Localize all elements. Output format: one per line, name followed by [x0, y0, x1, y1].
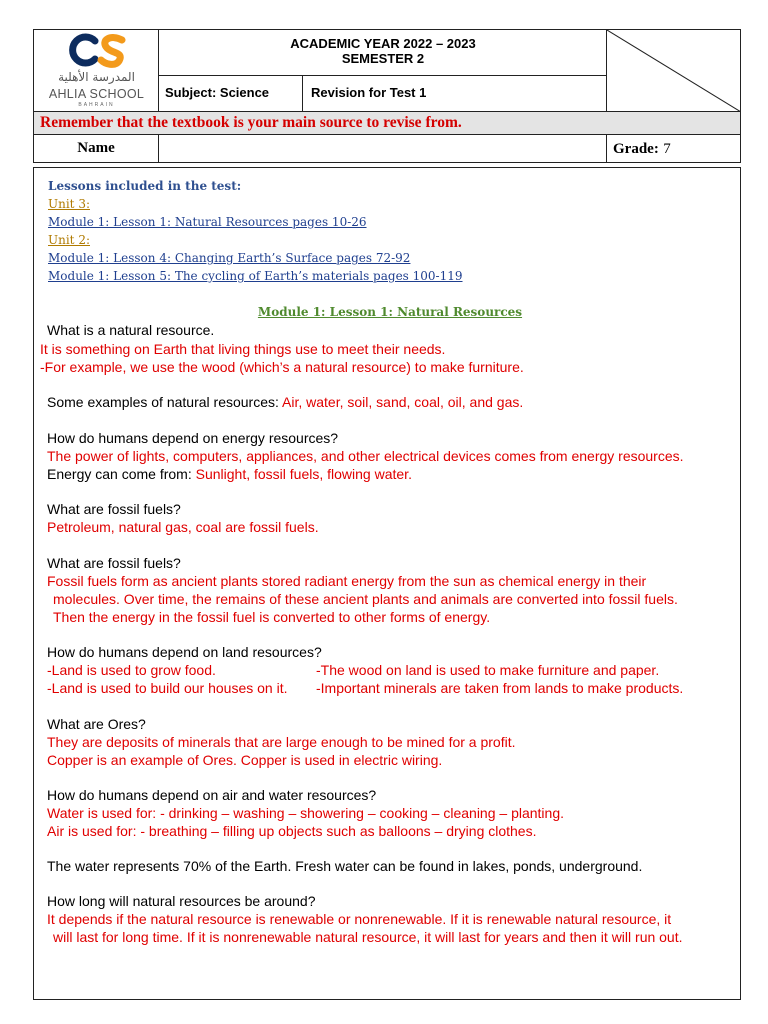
reminder-banner: Remember that the textbook is your main source to revise from. — [33, 112, 741, 134]
header-table — [33, 29, 741, 112]
statement-9: The water represents 70% of the Earth. Fresh water can be found in lakes, ponds, underground. — [47, 858, 643, 874]
question-2-prefix: Some examples of natural resources: — [47, 394, 283, 410]
question-5: What are fossil fuels? — [47, 555, 181, 571]
answer-6-line-2: -The wood on land is used to make furniture and paper. — [316, 662, 660, 678]
grade-field — [613, 140, 671, 158]
grade-value: 7 — [663, 141, 671, 157]
answer-1-line-2: -For example, we use the wood (which’s a natural resource) to make furniture. — [40, 359, 524, 375]
answer-5-line-3: Then the energy in the fossil fuel is converted to other forms of energy. — [53, 609, 491, 625]
grade-label: Grade: — [613, 141, 659, 157]
diagonal-line — [607, 30, 741, 112]
doc-title: Revision for Test 1 — [311, 85, 427, 100]
name-grade-row — [33, 134, 741, 163]
logo-mark-icon — [67, 32, 129, 68]
answer-6-line-1: -Land is used to grow food. — [47, 662, 216, 678]
question-6: How do humans depend on land resources? — [47, 644, 322, 660]
answer-10-line-2: will last for long time. If it is nonrenewable natural resource, it will last for years and then it will run out. — [53, 929, 683, 945]
answer-5-line-2: molecules. Over time, the remains of these ancient plants and animals are converted into fossil fuels. — [53, 591, 678, 607]
section-title: Module 1: Lesson 1: Natural Resources — [257, 305, 523, 319]
question-1: What is a natural resource. — [47, 322, 215, 338]
lessons-heading: Lessons included in the test: — [48, 179, 242, 193]
logo-arabic-text: المدرسة الأهلية — [58, 70, 135, 84]
answer-6-line-4: -Important minerals are taken from lands to make products. — [316, 680, 684, 696]
question-3b — [47, 466, 412, 482]
lesson-1-link[interactable]: Module 1: Lesson 1: Natural Resources pages 10-26 — [48, 215, 367, 229]
question-10: How long will natural resources be around? — [47, 893, 316, 909]
answer-3b: Sunlight, fossil fuels, flowing water. — [195, 466, 412, 482]
answer-8-line-1: Water is used for: - drinking – washing – showering – cooking – cleaning – planting. — [47, 805, 564, 821]
logo-country: BAHRAIN — [78, 102, 115, 108]
answer-7-line-2: Copper is an example of Ores. Copper is used in electric wiring. — [47, 752, 443, 768]
name-label: Name — [77, 140, 115, 156]
question-3: How do humans depend on energy resources? — [47, 430, 339, 446]
answer-8-line-2: Air is used for: - breathing – filling up objects such as balloons – drying clothes. — [47, 823, 537, 839]
divider — [302, 75, 303, 112]
semester: SEMESTER 2 — [341, 51, 425, 66]
answer-6-line-3: -Land is used to build our houses on it. — [47, 680, 288, 696]
question-4: What are fossil fuels? — [47, 501, 181, 517]
header-title-block — [160, 36, 606, 66]
question-7: What are Ores? — [47, 716, 146, 732]
subject-label: Subject: Science — [165, 85, 270, 100]
school-logo — [34, 30, 159, 112]
divider — [606, 135, 607, 163]
academic-year: ACADEMIC YEAR 2022 – 2023 — [290, 36, 476, 51]
name-field[interactable] — [159, 135, 606, 163]
answer-5-line-1: Fossil fuels form as ancient plants stored radiant energy from the sun as chemical energy in their — [47, 573, 647, 589]
logo-school-name: AHLIA SCHOOL — [48, 87, 145, 101]
question-8: How do humans depend on air and water resources? — [47, 787, 377, 803]
answer-3: The power of lights, computers, appliances, and other electrical devices comes from energy resources. — [47, 448, 684, 464]
answer-7-line-1: They are deposits of minerals that are large enough to be mined for a profit. — [47, 734, 516, 750]
unit-3-link[interactable]: Unit 3: — [48, 197, 90, 211]
unit-2-link[interactable]: Unit 2: — [48, 233, 90, 247]
question-3b-prefix: Energy can come from: — [47, 466, 196, 482]
answer-1-line-1: It is something on Earth that living things use to meet their needs. — [40, 341, 446, 357]
answer-10-line-1: It depends if the natural resource is renewable or nonrenewable. If it is renewable natural resource, it — [47, 911, 672, 927]
question-2 — [47, 394, 523, 410]
divider — [158, 75, 607, 76]
answer-2: Air, water, soil, sand, coal, oil, and gas. — [282, 394, 524, 410]
lesson-5-link[interactable]: Module 1: Lesson 5: The cycling of Earth’s materials pages 100-119 — [48, 269, 463, 283]
answer-4: Petroleum, natural gas, coal are fossil fuels. — [47, 519, 319, 535]
lesson-4-link[interactable]: Module 1: Lesson 4: Changing Earth’s Surface pages 72-92 — [48, 251, 411, 265]
